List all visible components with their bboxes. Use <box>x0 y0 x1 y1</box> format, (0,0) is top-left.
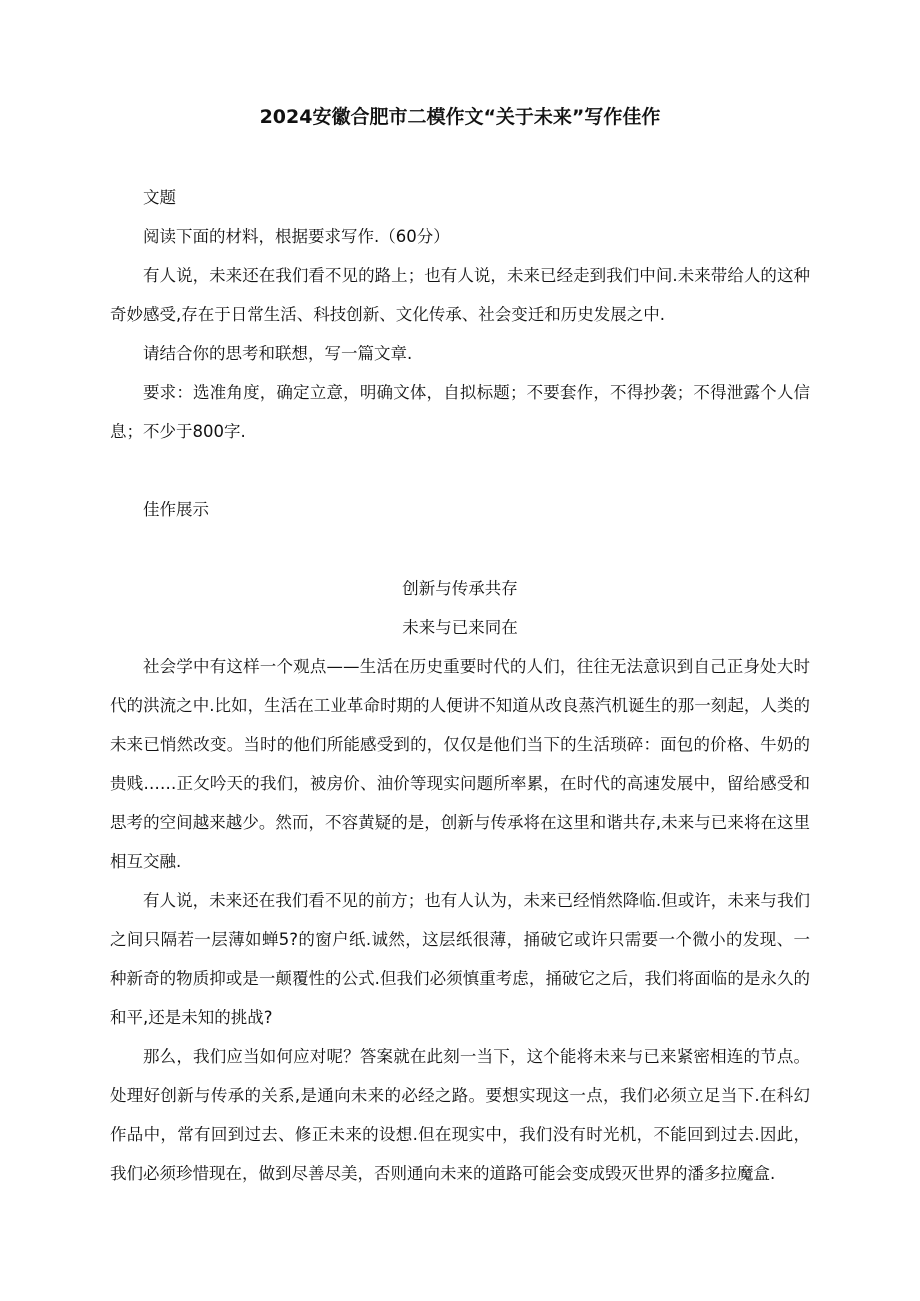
requirements-text: 要求：选准角度，确定立意，明确文体，自拟标题；不要套作，不得抄袭；不得泄露个人信息；不少于800字. <box>110 383 810 441</box>
task-text: 请结合你的思考和联想，写一篇文章. <box>143 344 413 363</box>
prompt-heading: 文题 <box>143 188 176 207</box>
instruction-text: 阅读下面的材料，根据要求写作.（60分） <box>143 227 450 246</box>
essay-paragraph: 有人说，未来还在我们看不见的前方；也有人认为，未来已经悄然降临.但或许，未来与我们之间只隔若一层薄如蝉5?的窗户纸.诚然，这层纸很薄，捅破它或许只需要一个微小的发现、一种新奇的物质抑或是一颠覆性的公式.但我们必须慎重考虑，捅破它之后，我们将面临的是永久的和平,还是未知的挑战? <box>110 891 810 1027</box>
essay-title: 创新与传承共存 <box>402 579 518 598</box>
essay-paragraph: 那么，我们应当如何应对呢？答案就在此刻一当下，这个能将未来与已来紧密相连的节点。处理好创新与传承的关系,是通向未来的必经之路。要想实现这一点，我们必须立足当下.在科幻作品中，常有回到过去、修正未来的设想.但在现实中，我们没有时光机，不能回到过去.因此，我们必须珍惜现在，做到尽善尽美，否则通向未来的道路可能会变成毁灭世界的潘多拉魔盒. <box>110 1047 810 1183</box>
showcase-heading: 佳作展示 <box>143 500 209 519</box>
essay-paragraph: 社会学中有这样一个观点——生活在历史重要时代的人们，往往无法意识到自己正身处大时代的洪流之中.比如，生活在工业革命时期的人便讲不知道从改良蒸汽机诞生的那一刻起，人类的未来已悄然改变。当时的他们所能感受到的，仅仅是他们当下的生活琐碎：面包的价格、牛奶的贵贱……正攵吟天的我们，被房价、油价等现实问题所率累，在时代的高速发展中，留给感受和思考的空间越来越少。然而，不容黄疑的是，创新与传承将在这里和谐共存,未来与已来将在这里相互交融. <box>110 657 810 871</box>
material-text: 有人说，未来还在我们看不见的路上；也有人说，未来已经走到我们中间.未来带给人的这种奇妙感受,存在于日常生活、科技创新、文化传承、社会变迁和历史发展之中. <box>110 266 810 324</box>
essay-subtitle: 未来与已来同在 <box>402 618 518 637</box>
document-title: 2024安徽合肥市二模作文“关于未来”写作佳作 <box>259 106 661 128</box>
